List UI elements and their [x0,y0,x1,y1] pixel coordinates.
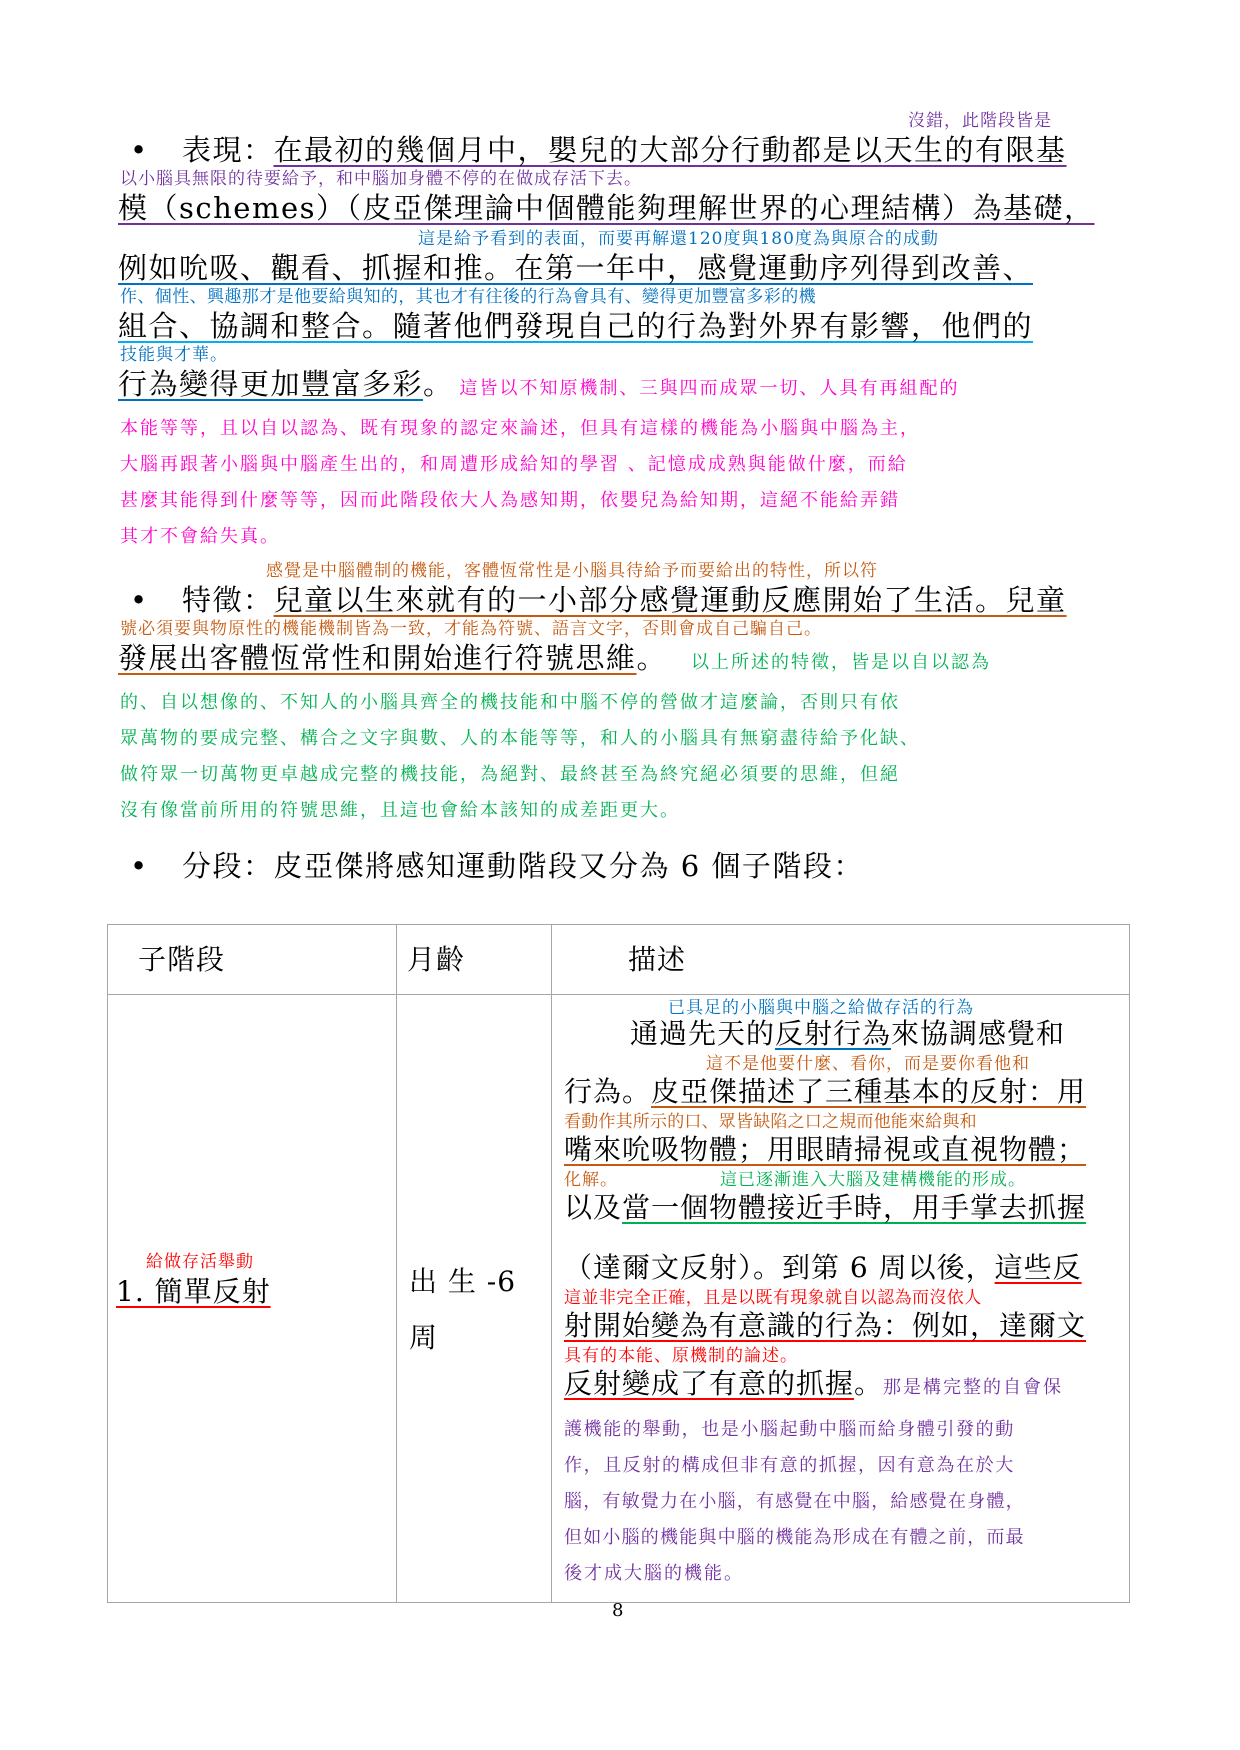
stage-annotation: 給做存活舉動 [146,1252,254,1272]
s2-label: 特徵： [182,583,274,617]
s1-line1 [130,132,1067,168]
desc-ann-1: 這不是他要什麼、看你，而是要你看他和 [706,1054,1030,1074]
s1-text-5-tail: 。 [423,367,454,401]
s1-line4 [118,308,1033,344]
desc-note-inline: 那是構完整的自會保 [883,1377,1064,1398]
bullet-icon: • [130,849,149,883]
s1-text-2: 模（schemes）（皮亞傑理論中個體能夠理解世界的心理結構）為基礎， [118,191,1095,225]
s2-note-1: 的、自以想像的、不知人的小腦具齊全的機技能和中腦不停的營做才這麼論，否則只有依 [120,692,900,713]
desc-line-2: 行為。皮亞傑描述了三種基本的反射：用 [564,1075,1087,1108]
s2-note-inline: 以上所述的特徵，皆是以自以認為 [691,652,992,673]
header-desc: 描述 [552,925,1130,995]
annotation-s1-top: 沒錯，此階段皆是 [908,111,1052,131]
substage-table [107,924,1130,1603]
annotation-s1-2: 這是給予看到的表面，而要再解還120度與180度為與原合的成動 [418,229,939,249]
annotation-s1-4: 技能與才華。 [120,345,228,365]
s2-text-2: 發展出客體恆常性和開始進行符號思維 [118,641,637,675]
s1-note-2: 大腦再跟著小腦與中腦產生出的，和周遭形成給知的學習 、記憶成成熟與能做什麼，而給 [120,454,908,475]
stage-cell [108,995,397,1603]
annotation-s1-1: 以小腦具無限的待要給予，和中腦加身體不停的在做成存活下去。 [120,169,642,189]
desc-note-1: 護機能的舉動，也是小腦起動中腦而給身體引發的動 [564,1419,1015,1440]
page-number: 8 [612,1600,624,1621]
desc-ann-0: 已具足的小腦與中腦之給做存活的行為 [668,998,974,1018]
desc-ann-6: 具有的本能、原機制的論述。 [564,1346,798,1366]
s3-line [130,848,864,884]
s2-note-2: 眾萬物的要成完整、構合之文字與數、人的本能等等，和人的小腦具有無窮盡待給予化缺、 [120,728,920,749]
s1-text-5: 行為變得更加豐富多彩 [118,367,424,401]
desc-note-4: 但如小腦的機能與中腦的機能為形成在有體之前，而最 [564,1527,1025,1548]
s1-note-1: 本能等等，且以自以認為、既有現象的認定來論述，但具有這樣的機能為小腦與中腦為主， [120,418,920,439]
s1-label: 表現： [182,133,274,167]
s1-text-3: 例如吮吸、觀看、抓握和推。在第一年中，感覺運動序列得到改善、 [118,251,1034,285]
desc-line-6: 射開始變為有意識的行為：例如，達爾文 [564,1309,1087,1342]
desc-line-7: 反射變成了有意的抓握。那是構完整的自會保 [564,1367,1064,1400]
header-stage: 子階段 [108,925,397,995]
s2-line1 [130,582,1067,618]
desc-note-3: 腦，有敏覺力在小腦，有感覺在中腦，給感覺在身體， [564,1491,1025,1512]
desc-line-1: 通過先天的反射行為來協調感覺和 [630,1017,1066,1050]
annotation-s1-3: 作、個性、興趣那才是他要給與知的，其也才有往後的行為會具有、變得更加豐富多彩的機 [120,287,816,307]
s1-note-3: 甚麼其能得到什麼等等，因而此階段依大人為感知期，依嬰兒為給知期，這絕不能給弄錯 [120,490,900,511]
age-line-1: 出 生 -6 [409,1265,517,1298]
s1-text-1: 在最初的幾個月中，嬰兒的大部分行動都是以天生的有限基 [273,133,1067,167]
s3-text: 分段：皮亞傑將感知運動階段又分為 6 個子階段： [182,849,864,883]
s2-line2 [118,640,991,681]
s1-note-4: 其才不會給失真。 [120,526,280,547]
annotation-s2-top: 感覺是中腦體制的機能，客體恆常性是小腦具待給予而要給出的特性，所以符 [266,561,878,581]
s2-text-1: 兒童以生來就有的一小部分感覺運動反應開始了生活。兒童 [273,583,1067,617]
bullet-icon: • [130,583,149,617]
s1-note-inline: 這皆以不知原機制、三與四而成眾一切、人具有再組配的 [459,378,960,399]
table-header-row [108,925,1130,995]
age-cell [397,995,552,1603]
desc-note-2: 作，且反射的構成但非有意的抓握，因有意為在於大 [564,1455,1015,1476]
desc-line-4: 以及當一個物體接近手時，用手掌去抓握 [564,1191,1087,1224]
s1-text-4: 組合、協調和整合。隨著他們發現自己的行為對外界有影響，他們的 [118,309,1034,343]
s1-line5 [118,366,960,407]
bullet-icon: • [130,133,149,167]
age-line-2: 周 [409,1321,439,1354]
table-row [108,995,1130,1603]
s2-note-4: 沒有像當前所用的符號思維，且這也會給本該知的成差距更大。 [120,800,680,821]
s2-text-2-tail: 。 [636,641,668,675]
desc-line-3: 嘴來吮吸物體；用眼睛掃視或直視物體； [564,1133,1087,1166]
desc-cell [552,995,1130,1603]
desc-ann-5: 這並非完全正確，且是以既有現象就自以認為而沒依人 [564,1288,982,1308]
s2-note-3: 做符眾一切萬物更卓越成完整的機技能，為絕對、最終甚至為終究絕必須要的思維，但絕 [120,764,900,785]
desc-line-5: （達爾文反射）。到第 6 周以後，這些反 [564,1251,1082,1284]
desc-ann-2: 看動作其所示的口、眾皆缺陷之口之規而他能來給與和 [564,1112,977,1132]
desc-note-5: 後才成大腦的機能。 [564,1563,744,1584]
annotation-s2-1: 號必須要與物原性的機能機制皆為一致，才能為符號、語言文字，否則會成自己騙自己。 [120,619,822,639]
s1-line3 [118,250,1033,286]
desc-ann-3b: 這已逐漸進入大腦及建構機能的形成。 [720,1170,1026,1190]
stage-name: 1. 簡單反射 [116,1275,271,1308]
header-age: 月齡 [397,925,552,995]
s1-line2 [118,190,1095,226]
desc-ann-3a: 化解。 [564,1170,618,1190]
